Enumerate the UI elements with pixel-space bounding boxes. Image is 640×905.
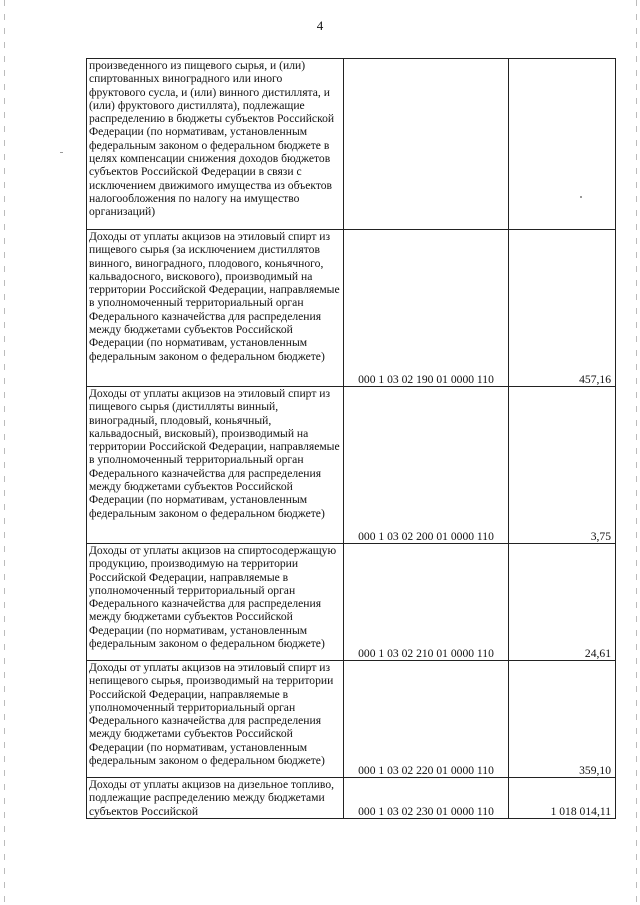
row-budget-code: 000 1 03 02 230 01 0000 110 (344, 778, 509, 819)
row-amount: 359,10 (509, 661, 616, 778)
row-description: Доходы от уплаты акцизов на спиртосодержащую продукцию, производимую на территории Российской Федерации, направляемые в уполномоченный территориальный орган Федерального казначейства для распределения между бюджетами субъектов Российской Федерации (по нормативам, установленным федеральным законом о федеральном бюджете) (87, 544, 344, 661)
revenue-table (86, 58, 616, 819)
row-budget-code: 000 1 03 02 190 01 0000 110 (344, 230, 509, 387)
row-amount (509, 59, 616, 230)
row-budget-code: 000 1 03 02 210 01 0000 110 (344, 544, 509, 661)
row-description: Доходы от уплаты акцизов на этиловый спирт из непищевого сырья, производимый на территории Российской Федерации, направляемые в уполномоченный территориальный орган Федерального казначейства для распределения между бюджетами субъектов Российской Федерации (по нормативам, установленным федеральным законом о федеральном бюджете) (87, 661, 344, 778)
row-amount: 3,75 (509, 387, 616, 544)
row-amount: 457,16 (509, 230, 616, 387)
table-row (87, 544, 616, 661)
row-budget-code (344, 59, 509, 230)
table-row (87, 778, 616, 819)
scan-edge-left (4, 0, 5, 905)
scan-speck (60, 152, 63, 153)
row-description: Доходы от уплаты акцизов на дизельное топливо, подлежащие распределению между бюджетами субъектов Российской (87, 778, 344, 819)
row-budget-code: 000 1 03 02 220 01 0000 110 (344, 661, 509, 778)
table-row (87, 230, 616, 387)
scan-edge-right (636, 0, 637, 905)
table-row (87, 59, 616, 230)
table-row (87, 661, 616, 778)
row-budget-code: 000 1 03 02 200 01 0000 110 (344, 387, 509, 544)
row-amount: 24,61 (509, 544, 616, 661)
row-amount: 1 018 014,11 (509, 778, 616, 819)
row-description: Доходы от уплаты акцизов на этиловый спирт из пищевого сырья (за исключением дистиллятов винного, виноградного, плодового, коньячного, кальвадосного, вискового), производимый на территории Российской Федерации, направляемые в уполномоченный территориальный орган Федерального казначейства для распределения между бюджетами субъектов Российской Федерации (по нормативам, установленным федеральным законом о федеральном бюджете) (87, 230, 344, 387)
page-number: 4 (316, 18, 324, 33)
row-description: Доходы от уплаты акцизов на этиловый спирт из пищевого сырья (дистилляты винный, виноградный, плодовый, коньячный, кальвадосный, висковый), производимый на территории Российской Федерации, направляемые в уполномоченный территориальный орган Федерального казначейства для распределения между бюджетами субъектов Российской Федерации (по нормативам, установленным федеральным законом о федеральном бюджете) (87, 387, 344, 544)
table-row (87, 387, 616, 544)
row-description: произведенного из пищевого сырья, и (или) спиртованных виноградного или иного фруктового сусла, и (или) винного дистиллята, и (или) фруктового дистиллята), подлежащие распределению в бюджеты субъектов Российской Федерации (по нормативам, установленным федеральным законом о федеральном бюджете в целях компенсации снижения доходов бюджетов субъектов Российской Федерации в связи с исключением движимого имущества из объектов налогообложения по налогу на имущество организаций) (87, 59, 344, 230)
